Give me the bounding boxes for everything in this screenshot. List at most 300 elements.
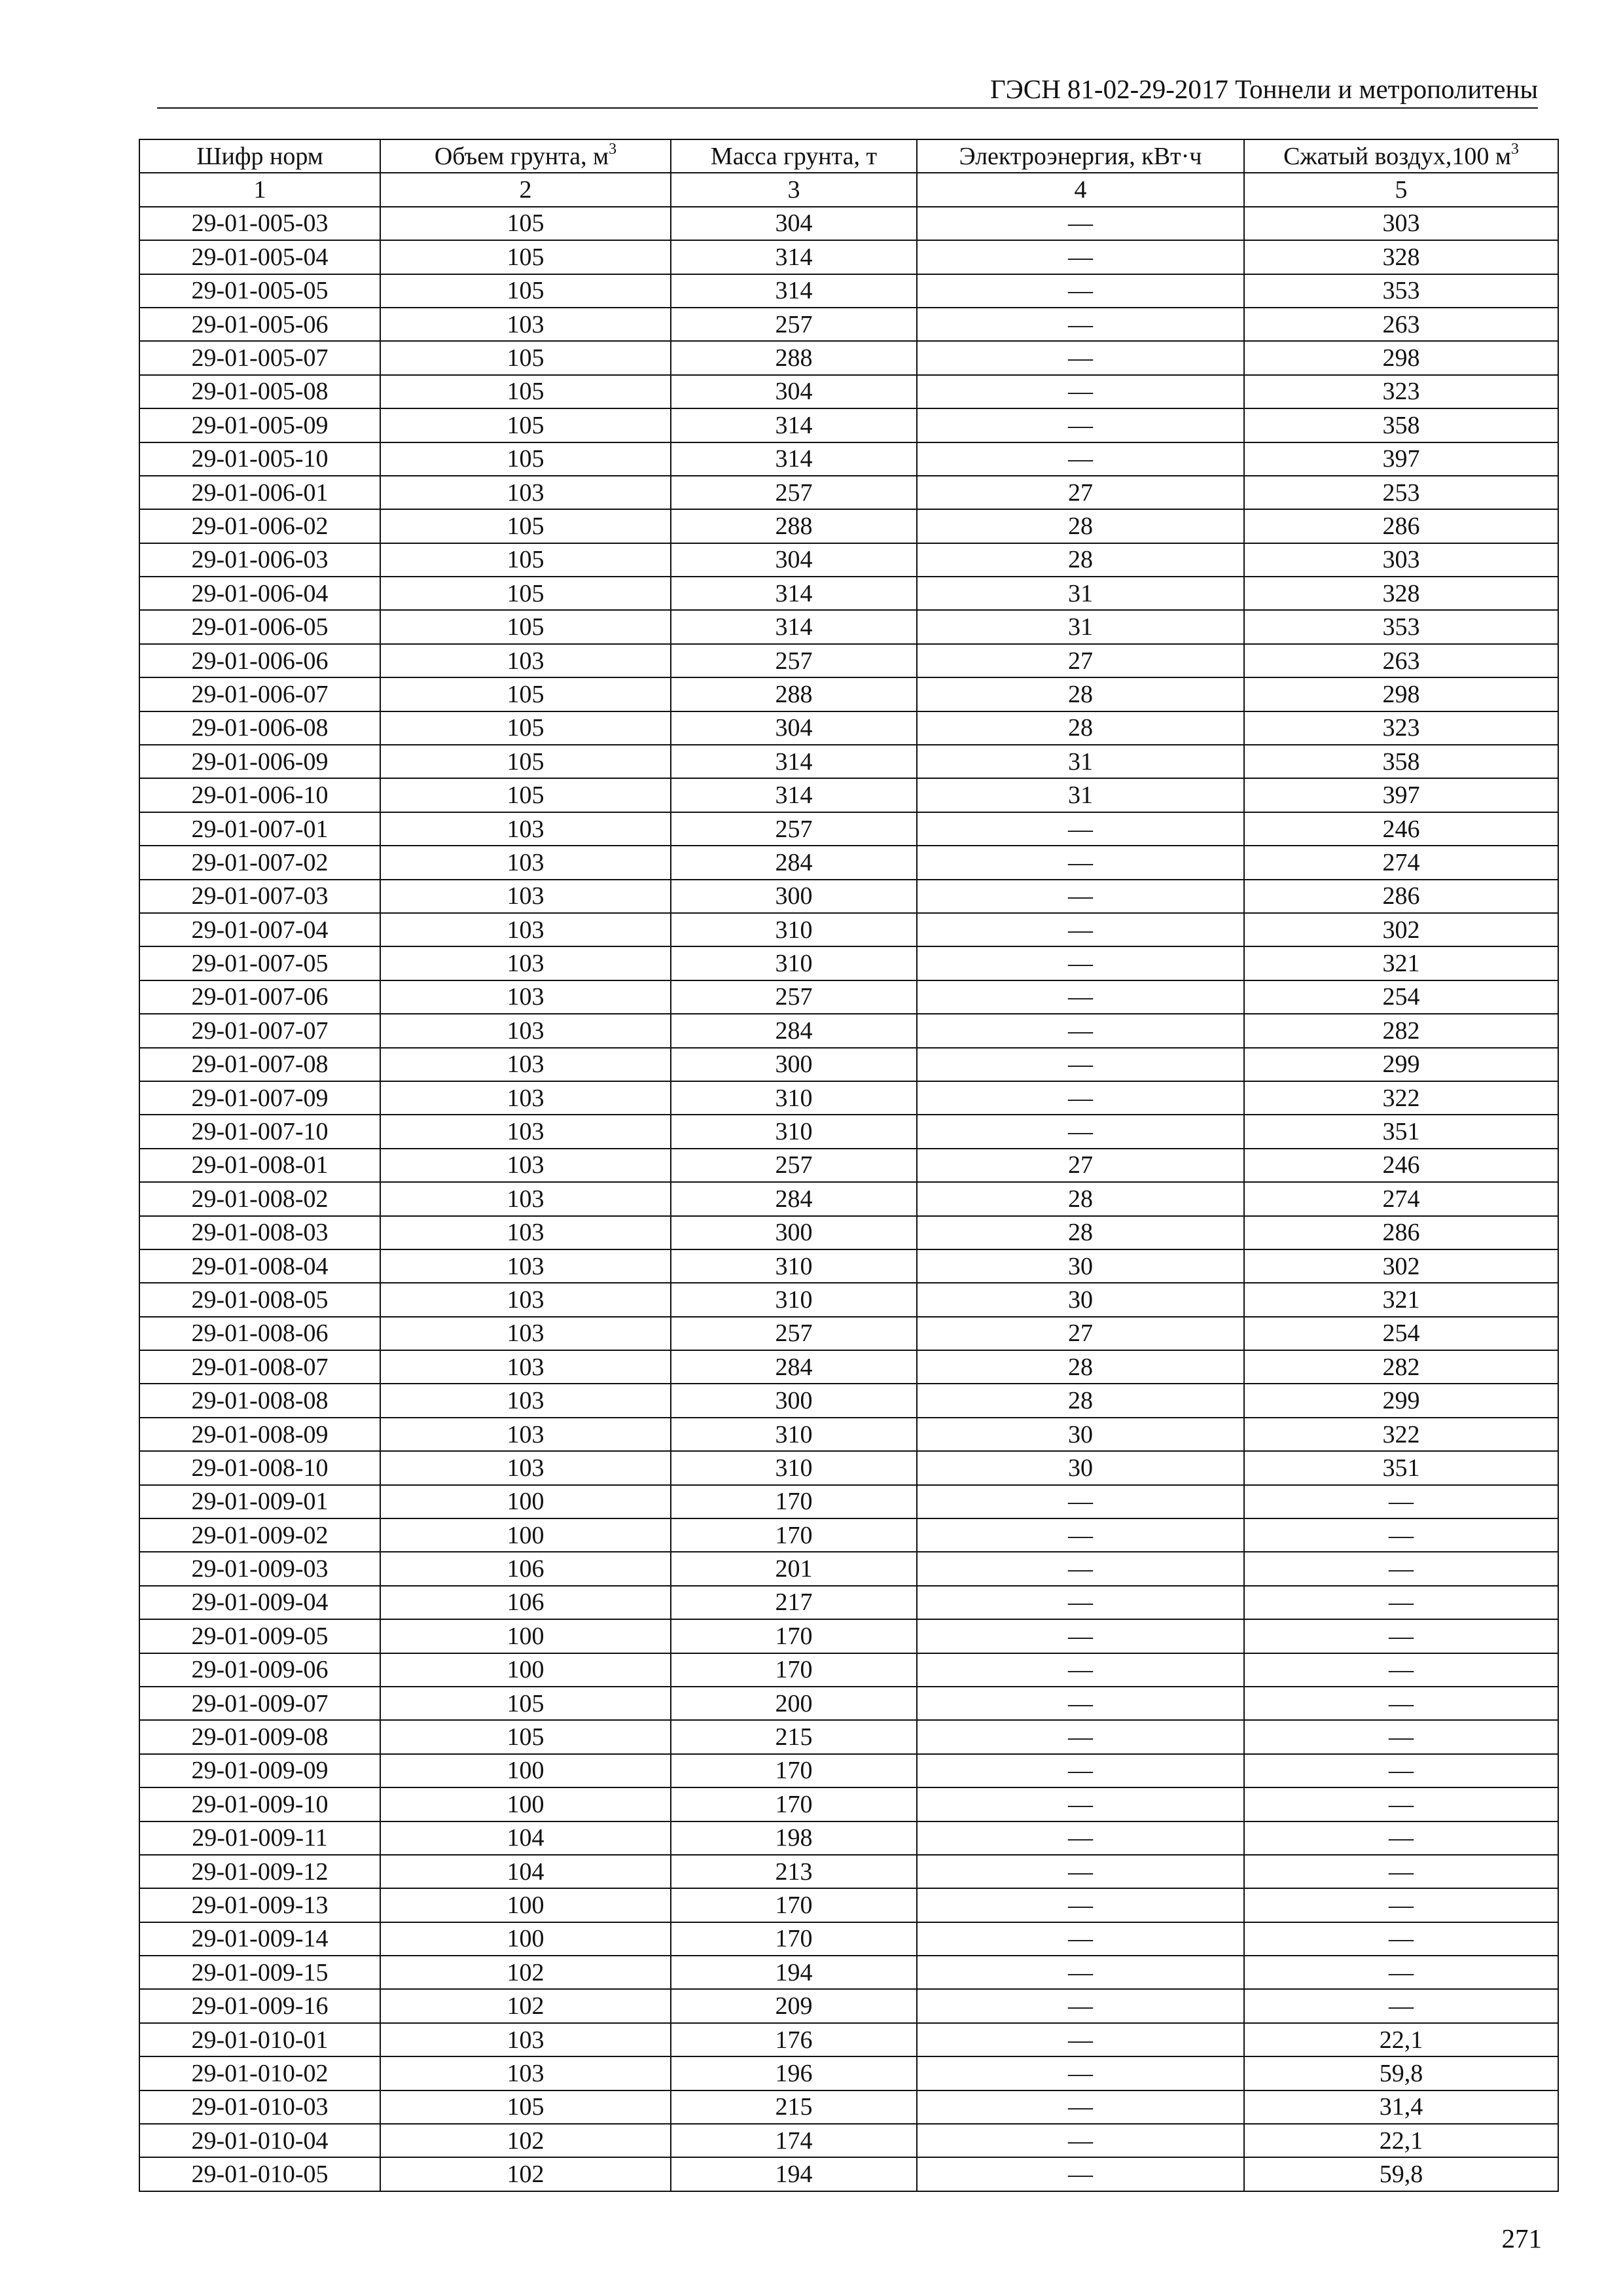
soil-mass-cell: 288 bbox=[671, 677, 917, 711]
soil-mass-cell: 257 bbox=[671, 1317, 917, 1350]
table-row bbox=[139, 240, 1558, 274]
compressed-air-cell: — bbox=[1244, 1653, 1558, 1687]
electricity-cell: — bbox=[917, 1821, 1244, 1855]
table-row bbox=[139, 1182, 1558, 1215]
electricity-cell: — bbox=[917, 946, 1244, 980]
soil-mass-cell: 215 bbox=[671, 2090, 917, 2124]
column-number: 1 bbox=[139, 173, 380, 206]
table-row bbox=[139, 677, 1558, 711]
norm-code-cell: 29-01-009-06 bbox=[139, 1653, 380, 1687]
soil-mass-cell: 257 bbox=[671, 1149, 917, 1182]
norm-code-cell: 29-01-008-08 bbox=[139, 1384, 380, 1417]
soil-mass-cell: 314 bbox=[671, 274, 917, 308]
electricity-cell: — bbox=[917, 1956, 1244, 1989]
soil-mass-cell: 304 bbox=[671, 543, 917, 577]
norm-code-cell: 29-01-007-10 bbox=[139, 1115, 380, 1148]
table-row bbox=[139, 375, 1558, 408]
compressed-air-cell: — bbox=[1244, 1754, 1558, 1787]
table-row bbox=[139, 1081, 1558, 1115]
table-row bbox=[139, 1249, 1558, 1283]
norm-code-cell: 29-01-006-01 bbox=[139, 476, 380, 509]
soil-mass-cell: 314 bbox=[671, 745, 917, 778]
compressed-air-cell: 31,4 bbox=[1244, 2090, 1558, 2124]
norm-code-cell: 29-01-008-02 bbox=[139, 1182, 380, 1215]
soil-mass-cell: 310 bbox=[671, 1418, 917, 1451]
norm-code-cell: 29-01-007-02 bbox=[139, 846, 380, 879]
soil-mass-cell: 284 bbox=[671, 846, 917, 879]
table-body bbox=[139, 207, 1558, 2191]
soil-volume-cell: 100 bbox=[380, 1922, 671, 1956]
norm-code-cell: 29-01-009-12 bbox=[139, 1855, 380, 1888]
norm-code-cell: 29-01-008-01 bbox=[139, 1149, 380, 1182]
electricity-cell: — bbox=[917, 308, 1244, 341]
norm-code-cell: 29-01-009-08 bbox=[139, 1720, 380, 1753]
compressed-air-cell: 22,1 bbox=[1244, 2023, 1558, 2056]
electricity-cell: — bbox=[917, 1687, 1244, 1720]
soil-mass-cell: 201 bbox=[671, 1552, 917, 1585]
norm-code-cell: 29-01-010-02 bbox=[139, 2056, 380, 2090]
soil-volume-cell: 105 bbox=[380, 207, 671, 240]
norm-code-cell: 29-01-009-10 bbox=[139, 1787, 380, 1821]
electricity-cell: — bbox=[917, 375, 1244, 408]
compressed-air-cell: 282 bbox=[1244, 1014, 1558, 1047]
soil-volume-cell: 103 bbox=[380, 1216, 671, 1249]
norm-code-cell: 29-01-009-04 bbox=[139, 1586, 380, 1619]
compressed-air-cell: 323 bbox=[1244, 375, 1558, 408]
compressed-air-cell: 246 bbox=[1244, 1149, 1558, 1182]
column-number: 3 bbox=[671, 173, 917, 206]
norm-code-cell: 29-01-005-07 bbox=[139, 341, 380, 374]
soil-volume-cell: 105 bbox=[380, 543, 671, 577]
compressed-air-cell: 353 bbox=[1244, 610, 1558, 643]
table-row bbox=[139, 1720, 1558, 1753]
electricity-cell: 28 bbox=[917, 1384, 1244, 1417]
compressed-air-cell: 298 bbox=[1244, 341, 1558, 374]
soil-mass-cell: 314 bbox=[671, 778, 917, 812]
column-number: 4 bbox=[917, 173, 1244, 206]
soil-volume-cell: 100 bbox=[380, 1653, 671, 1687]
table-row bbox=[139, 2157, 1558, 2191]
compressed-air-cell: 353 bbox=[1244, 274, 1558, 308]
electricity-cell: — bbox=[917, 341, 1244, 374]
table-row bbox=[139, 1384, 1558, 1417]
soil-volume-cell: 103 bbox=[380, 1317, 671, 1350]
norm-code-cell: 29-01-008-05 bbox=[139, 1283, 380, 1316]
table-row bbox=[139, 1216, 1558, 1249]
electricity-cell: — bbox=[917, 812, 1244, 846]
soil-volume-cell: 103 bbox=[380, 1014, 671, 1047]
soil-mass-cell: 170 bbox=[671, 1787, 917, 1821]
compressed-air-cell: 263 bbox=[1244, 308, 1558, 341]
soil-mass-cell: 310 bbox=[671, 946, 917, 980]
column-header-compressed-air: Сжатый воздух,100 $м^3$ bbox=[1244, 139, 1558, 173]
soil-mass-cell: 200 bbox=[671, 1687, 917, 1720]
soil-volume-cell: 105 bbox=[380, 240, 671, 274]
norm-code-cell: 29-01-007-09 bbox=[139, 1081, 380, 1115]
soil-mass-cell: 209 bbox=[671, 1989, 917, 2022]
norm-code-cell: 29-01-006-07 bbox=[139, 677, 380, 711]
column-header-soil-mass: Масса грунта, т bbox=[671, 139, 917, 173]
electricity-cell: — bbox=[917, 1720, 1244, 1753]
soil-mass-cell: 196 bbox=[671, 2056, 917, 2090]
compressed-air-cell: 59,8 bbox=[1244, 2157, 1558, 2191]
soil-volume-cell: 103 bbox=[380, 1418, 671, 1451]
compressed-air-cell: 59,8 bbox=[1244, 2056, 1558, 2090]
compressed-air-cell: — bbox=[1244, 1552, 1558, 1585]
soil-mass-cell: 314 bbox=[671, 610, 917, 643]
compressed-air-cell: 322 bbox=[1244, 1081, 1558, 1115]
soil-mass-cell: 310 bbox=[671, 1451, 917, 1484]
table-row bbox=[139, 880, 1558, 913]
table-row bbox=[139, 2023, 1558, 2056]
table-row bbox=[139, 745, 1558, 778]
compressed-air-cell: 246 bbox=[1244, 812, 1558, 846]
table-row bbox=[139, 341, 1558, 374]
electricity-cell: 27 bbox=[917, 644, 1244, 677]
soil-volume-cell: 100 bbox=[380, 1518, 671, 1552]
electricity-cell: 28 bbox=[917, 1216, 1244, 1249]
electricity-cell: — bbox=[917, 1619, 1244, 1653]
compressed-air-cell: 328 bbox=[1244, 240, 1558, 274]
soil-volume-cell: 100 bbox=[380, 1619, 671, 1653]
soil-volume-cell: 103 bbox=[380, 1081, 671, 1115]
table-row bbox=[139, 778, 1558, 812]
compressed-air-cell: 254 bbox=[1244, 980, 1558, 1014]
compressed-air-cell: — bbox=[1244, 1855, 1558, 1888]
electricity-cell: 31 bbox=[917, 577, 1244, 610]
norm-code-cell: 29-01-006-02 bbox=[139, 509, 380, 543]
compressed-air-cell: — bbox=[1244, 1888, 1558, 1922]
electricity-cell: — bbox=[917, 1081, 1244, 1115]
electricity-cell: 28 bbox=[917, 1350, 1244, 1384]
soil-mass-cell: 310 bbox=[671, 1115, 917, 1148]
electricity-cell: — bbox=[917, 1485, 1244, 1518]
norm-code-cell: 29-01-010-03 bbox=[139, 2090, 380, 2124]
electricity-cell: 30 bbox=[917, 1283, 1244, 1316]
compressed-air-cell: 274 bbox=[1244, 846, 1558, 879]
norm-code-cell: 29-01-009-11 bbox=[139, 1821, 380, 1855]
compressed-air-cell: — bbox=[1244, 1619, 1558, 1653]
electricity-cell: — bbox=[917, 846, 1244, 879]
compressed-air-cell: 303 bbox=[1244, 207, 1558, 240]
compressed-air-cell: 298 bbox=[1244, 677, 1558, 711]
compressed-air-cell: — bbox=[1244, 1787, 1558, 1821]
header-rule bbox=[157, 107, 1538, 109]
soil-volume-cell: 103 bbox=[380, 1115, 671, 1148]
table-row bbox=[139, 442, 1558, 476]
compressed-air-cell: 323 bbox=[1244, 711, 1558, 745]
electricity-cell: — bbox=[917, 240, 1244, 274]
compressed-air-cell: — bbox=[1244, 1989, 1558, 2022]
electricity-cell: — bbox=[917, 1922, 1244, 1956]
soil-volume-cell: 103 bbox=[380, 1451, 671, 1484]
soil-volume-cell: 102 bbox=[380, 2124, 671, 2157]
soil-mass-cell: 257 bbox=[671, 644, 917, 677]
table-row bbox=[139, 1687, 1558, 1720]
electricity-cell: 31 bbox=[917, 745, 1244, 778]
soil-volume-cell: 100 bbox=[380, 1485, 671, 1518]
table-row bbox=[139, 913, 1558, 946]
compressed-air-cell: 351 bbox=[1244, 1115, 1558, 1148]
compressed-air-cell: 299 bbox=[1244, 1048, 1558, 1081]
table-row bbox=[139, 476, 1558, 509]
norm-code-cell: 29-01-006-09 bbox=[139, 745, 380, 778]
table-row bbox=[139, 1350, 1558, 1384]
compressed-air-cell: 358 bbox=[1244, 408, 1558, 442]
table-row bbox=[139, 577, 1558, 610]
electricity-cell: 27 bbox=[917, 476, 1244, 509]
norm-code-cell: 29-01-010-04 bbox=[139, 2124, 380, 2157]
soil-volume-cell: 103 bbox=[380, 2056, 671, 2090]
soil-mass-cell: 300 bbox=[671, 1216, 917, 1249]
compressed-air-cell: 303 bbox=[1244, 543, 1558, 577]
soil-volume-cell: 102 bbox=[380, 1956, 671, 1989]
electricity-cell: — bbox=[917, 207, 1244, 240]
soil-volume-cell: 103 bbox=[380, 1182, 671, 1215]
norm-code-cell: 29-01-009-07 bbox=[139, 1687, 380, 1720]
norm-code-cell: 29-01-007-03 bbox=[139, 880, 380, 913]
soil-mass-cell: 215 bbox=[671, 1720, 917, 1753]
electricity-cell: 31 bbox=[917, 778, 1244, 812]
table-row bbox=[139, 1821, 1558, 1855]
compressed-air-cell: 22,1 bbox=[1244, 2124, 1558, 2157]
soil-volume-cell: 106 bbox=[380, 1552, 671, 1585]
soil-mass-cell: 170 bbox=[671, 1485, 917, 1518]
compressed-air-cell: — bbox=[1244, 1720, 1558, 1753]
table-row bbox=[139, 711, 1558, 745]
norm-code-cell: 29-01-008-03 bbox=[139, 1216, 380, 1249]
soil-mass-cell: 314 bbox=[671, 577, 917, 610]
compressed-air-cell: 286 bbox=[1244, 1216, 1558, 1249]
soil-mass-cell: 170 bbox=[671, 1754, 917, 1787]
soil-volume-cell: 105 bbox=[380, 577, 671, 610]
norm-code-cell: 29-01-006-08 bbox=[139, 711, 380, 745]
electricity-cell: 28 bbox=[917, 677, 1244, 711]
electricity-cell: — bbox=[917, 913, 1244, 946]
soil-volume-cell: 105 bbox=[380, 408, 671, 442]
norm-code-cell: 29-01-006-06 bbox=[139, 644, 380, 677]
electricity-cell: — bbox=[917, 880, 1244, 913]
electricity-cell: — bbox=[917, 1048, 1244, 1081]
norm-code-cell: 29-01-006-03 bbox=[139, 543, 380, 577]
table-row bbox=[139, 1115, 1558, 1148]
electricity-cell: 28 bbox=[917, 509, 1244, 543]
norm-code-cell: 29-01-007-01 bbox=[139, 812, 380, 846]
table-row bbox=[139, 1552, 1558, 1585]
soil-mass-cell: 257 bbox=[671, 476, 917, 509]
norms-table bbox=[139, 139, 1559, 2192]
compressed-air-cell: 328 bbox=[1244, 577, 1558, 610]
norm-code-cell: 29-01-005-03 bbox=[139, 207, 380, 240]
electricity-cell: 30 bbox=[917, 1451, 1244, 1484]
soil-mass-cell: 300 bbox=[671, 1384, 917, 1417]
soil-volume-cell: 105 bbox=[380, 711, 671, 745]
electricity-cell: 30 bbox=[917, 1418, 1244, 1451]
norm-code-cell: 29-01-009-13 bbox=[139, 1888, 380, 1922]
table-row bbox=[139, 846, 1558, 879]
table-row bbox=[139, 1518, 1558, 1552]
table-row bbox=[139, 1888, 1558, 1922]
soil-volume-cell: 103 bbox=[380, 946, 671, 980]
table-row bbox=[139, 644, 1558, 677]
soil-volume-cell: 103 bbox=[380, 1283, 671, 1316]
norm-code-cell: 29-01-006-04 bbox=[139, 577, 380, 610]
soil-mass-cell: 284 bbox=[671, 1350, 917, 1384]
soil-volume-cell: 105 bbox=[380, 745, 671, 778]
soil-mass-cell: 284 bbox=[671, 1014, 917, 1047]
soil-mass-cell: 194 bbox=[671, 2157, 917, 2191]
soil-volume-cell: 103 bbox=[380, 913, 671, 946]
norm-code-cell: 29-01-007-06 bbox=[139, 980, 380, 1014]
soil-volume-cell: 105 bbox=[380, 610, 671, 643]
electricity-cell: 28 bbox=[917, 1182, 1244, 1215]
compressed-air-cell: 358 bbox=[1244, 745, 1558, 778]
compressed-air-cell: 397 bbox=[1244, 778, 1558, 812]
compressed-air-cell: — bbox=[1244, 1687, 1558, 1720]
electricity-cell: — bbox=[917, 2090, 1244, 2124]
electricity-cell: — bbox=[917, 274, 1244, 308]
soil-mass-cell: 310 bbox=[671, 1081, 917, 1115]
soil-mass-cell: 170 bbox=[671, 1922, 917, 1956]
soil-mass-cell: 170 bbox=[671, 1619, 917, 1653]
table-row bbox=[139, 1989, 1558, 2022]
compressed-air-cell: 397 bbox=[1244, 442, 1558, 476]
table-row bbox=[139, 1485, 1558, 1518]
electricity-cell: — bbox=[917, 2157, 1244, 2191]
table-row bbox=[139, 946, 1558, 980]
electricity-cell: — bbox=[917, 1888, 1244, 1922]
column-header-code: Шифр норм bbox=[139, 139, 380, 173]
norm-code-cell: 29-01-008-09 bbox=[139, 1418, 380, 1451]
table-row bbox=[139, 2090, 1558, 2124]
soil-volume-cell: 100 bbox=[380, 1754, 671, 1787]
norm-code-cell: 29-01-005-09 bbox=[139, 408, 380, 442]
norm-code-cell: 29-01-008-10 bbox=[139, 1451, 380, 1484]
table-row bbox=[139, 509, 1558, 543]
table-row bbox=[139, 1922, 1558, 1956]
compressed-air-cell: — bbox=[1244, 1485, 1558, 1518]
electricity-cell: 27 bbox=[917, 1149, 1244, 1182]
soil-volume-cell: 103 bbox=[380, 1149, 671, 1182]
norm-code-cell: 29-01-005-10 bbox=[139, 442, 380, 476]
page-number: 271 bbox=[1501, 2223, 1542, 2253]
running-header: ГЭСН 81-02-29-2017 Тоннели и метрополитены bbox=[990, 74, 1538, 104]
soil-mass-cell: 198 bbox=[671, 1821, 917, 1855]
electricity-cell: 31 bbox=[917, 610, 1244, 643]
norm-code-cell: 29-01-005-08 bbox=[139, 375, 380, 408]
table-row bbox=[139, 1586, 1558, 1619]
table-row bbox=[139, 274, 1558, 308]
soil-volume-cell: 105 bbox=[380, 1720, 671, 1753]
norm-code-cell: 29-01-008-06 bbox=[139, 1317, 380, 1350]
soil-mass-cell: 217 bbox=[671, 1586, 917, 1619]
compressed-air-cell: — bbox=[1244, 1956, 1558, 1989]
norm-code-cell: 29-01-007-04 bbox=[139, 913, 380, 946]
compressed-air-cell: — bbox=[1244, 1922, 1558, 1956]
soil-mass-cell: 310 bbox=[671, 1283, 917, 1316]
compressed-air-cell: 286 bbox=[1244, 509, 1558, 543]
soil-volume-cell: 102 bbox=[380, 2157, 671, 2191]
table-row bbox=[139, 2124, 1558, 2157]
soil-volume-cell: 105 bbox=[380, 274, 671, 308]
electricity-cell: — bbox=[917, 1754, 1244, 1787]
soil-mass-cell: 176 bbox=[671, 2023, 917, 2056]
compressed-air-cell: 299 bbox=[1244, 1384, 1558, 1417]
compressed-air-cell: 322 bbox=[1244, 1418, 1558, 1451]
soil-volume-cell: 103 bbox=[380, 1384, 671, 1417]
table-row bbox=[139, 1014, 1558, 1047]
table-row bbox=[139, 1283, 1558, 1316]
soil-volume-cell: 103 bbox=[380, 846, 671, 879]
norm-code-cell: 29-01-007-05 bbox=[139, 946, 380, 980]
electricity-cell: — bbox=[917, 2056, 1244, 2090]
soil-mass-cell: 288 bbox=[671, 509, 917, 543]
norm-code-cell: 29-01-009-15 bbox=[139, 1956, 380, 1989]
soil-mass-cell: 257 bbox=[671, 980, 917, 1014]
soil-mass-cell: 288 bbox=[671, 341, 917, 374]
norm-code-cell: 29-01-008-07 bbox=[139, 1350, 380, 1384]
soil-volume-cell: 103 bbox=[380, 1249, 671, 1283]
compressed-air-cell: 302 bbox=[1244, 913, 1558, 946]
soil-volume-cell: 104 bbox=[380, 1821, 671, 1855]
compressed-air-cell: 253 bbox=[1244, 476, 1558, 509]
electricity-cell: — bbox=[917, 2023, 1244, 2056]
soil-volume-cell: 103 bbox=[380, 476, 671, 509]
norm-code-cell: 29-01-009-05 bbox=[139, 1619, 380, 1653]
norm-code-cell: 29-01-009-09 bbox=[139, 1754, 380, 1787]
electricity-cell: 28 bbox=[917, 543, 1244, 577]
table-row bbox=[139, 1149, 1558, 1182]
soil-volume-cell: 105 bbox=[380, 341, 671, 374]
electricity-cell: — bbox=[917, 1518, 1244, 1552]
table-row bbox=[139, 408, 1558, 442]
soil-mass-cell: 314 bbox=[671, 442, 917, 476]
electricity-cell: 28 bbox=[917, 711, 1244, 745]
soil-mass-cell: 257 bbox=[671, 308, 917, 341]
table-row bbox=[139, 1787, 1558, 1821]
soil-mass-cell: 170 bbox=[671, 1653, 917, 1687]
electricity-cell: — bbox=[917, 1653, 1244, 1687]
electricity-cell: — bbox=[917, 1586, 1244, 1619]
compressed-air-cell: — bbox=[1244, 1586, 1558, 1619]
table-row bbox=[139, 2056, 1558, 2090]
soil-mass-cell: 304 bbox=[671, 207, 917, 240]
electricity-cell: — bbox=[917, 2124, 1244, 2157]
column-number: 2 bbox=[380, 173, 671, 206]
soil-volume-cell: 105 bbox=[380, 778, 671, 812]
compressed-air-cell: — bbox=[1244, 1518, 1558, 1552]
norm-code-cell: 29-01-009-16 bbox=[139, 1989, 380, 2022]
soil-mass-cell: 213 bbox=[671, 1855, 917, 1888]
compressed-air-cell: 254 bbox=[1244, 1317, 1558, 1350]
soil-mass-cell: 314 bbox=[671, 408, 917, 442]
soil-mass-cell: 257 bbox=[671, 812, 917, 846]
soil-volume-cell: 106 bbox=[380, 1586, 671, 1619]
electricity-cell: — bbox=[917, 1552, 1244, 1585]
norm-code-cell: 29-01-009-02 bbox=[139, 1518, 380, 1552]
norm-code-cell: 29-01-005-06 bbox=[139, 308, 380, 341]
soil-volume-cell: 103 bbox=[380, 308, 671, 341]
soil-mass-cell: 304 bbox=[671, 375, 917, 408]
soil-mass-cell: 170 bbox=[671, 1888, 917, 1922]
electricity-cell: — bbox=[917, 1855, 1244, 1888]
soil-mass-cell: 194 bbox=[671, 1956, 917, 1989]
soil-volume-cell: 102 bbox=[380, 1989, 671, 2022]
electricity-cell: 30 bbox=[917, 1249, 1244, 1283]
table-row bbox=[139, 1754, 1558, 1787]
soil-volume-cell: 103 bbox=[380, 880, 671, 913]
electricity-cell: — bbox=[917, 1989, 1244, 2022]
